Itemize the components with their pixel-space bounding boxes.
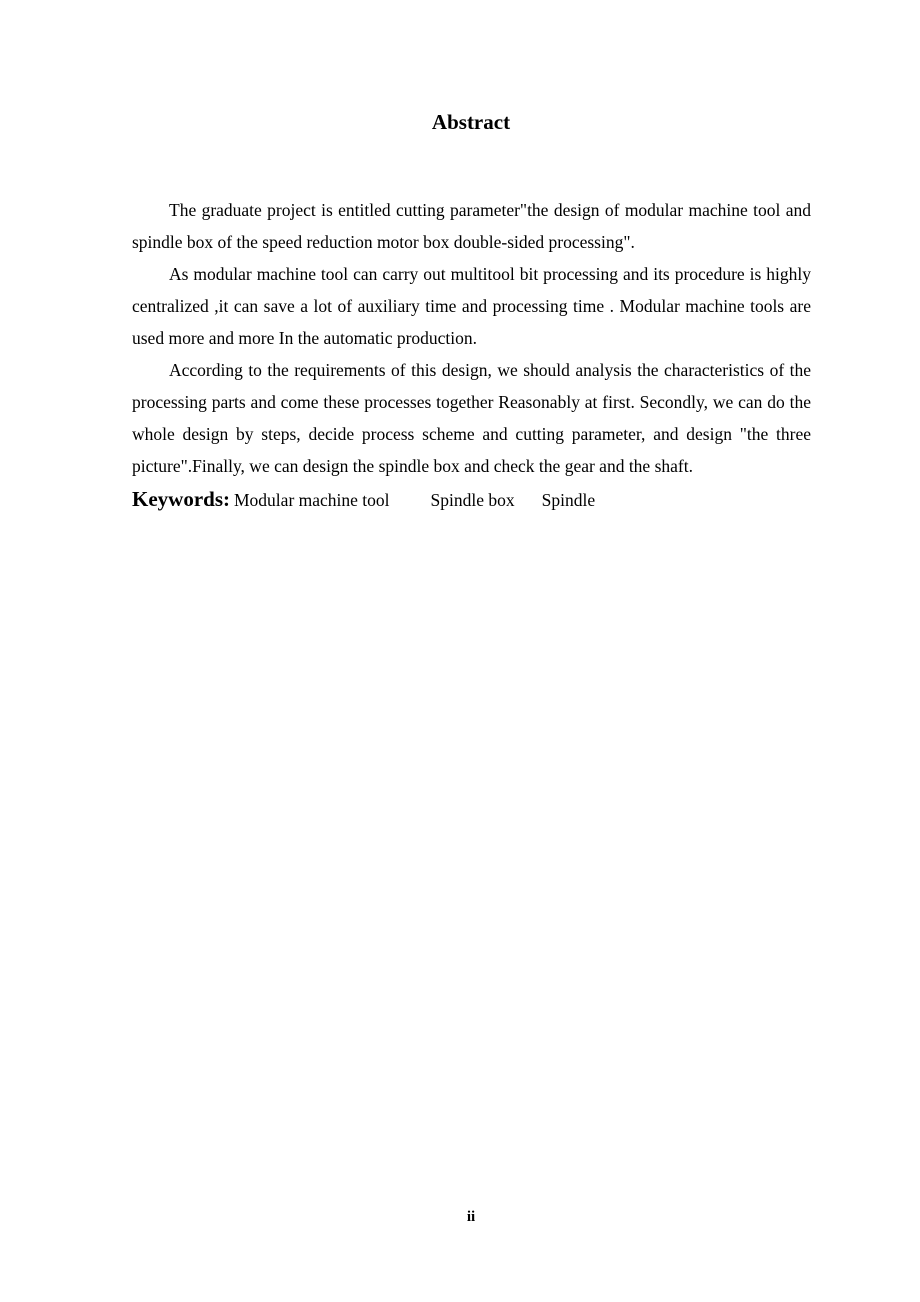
keyword-item: Spindle: [541, 490, 596, 510]
keyword-item: Modular machine tool: [234, 490, 390, 510]
abstract-paragraph-2: As modular machine tool can carry out multitool bit processing and its procedure is highly centralized ,it can save a lot of auxiliary time and processing time . Modular machine tools are used more and more In the automatic production.: [132, 264, 811, 348]
keywords-line: [132, 485, 811, 514]
keywords-label: Keywords:: [132, 487, 230, 511]
abstract-paragraph-3: According to the requirements of this design, we should analysis the characteristics of the processing parts and come these processes together Reasonably at first. Secondly, we can do the whole design by steps, decide process scheme and cutting parameter, and design "the three picture".Finally, we can design the spindle box and check the gear and the shaft.: [132, 360, 811, 476]
abstract-paragraph-1: The graduate project is entitled cutting parameter"the design of modular machine tool and spindle box of the speed reduction motor box double-sided processing".: [132, 200, 811, 252]
page-title: Abstract: [431, 110, 511, 134]
abstract-body: [132, 194, 811, 482]
page-number: ii: [466, 1209, 476, 1225]
keyword-item: Spindle box: [430, 490, 515, 510]
